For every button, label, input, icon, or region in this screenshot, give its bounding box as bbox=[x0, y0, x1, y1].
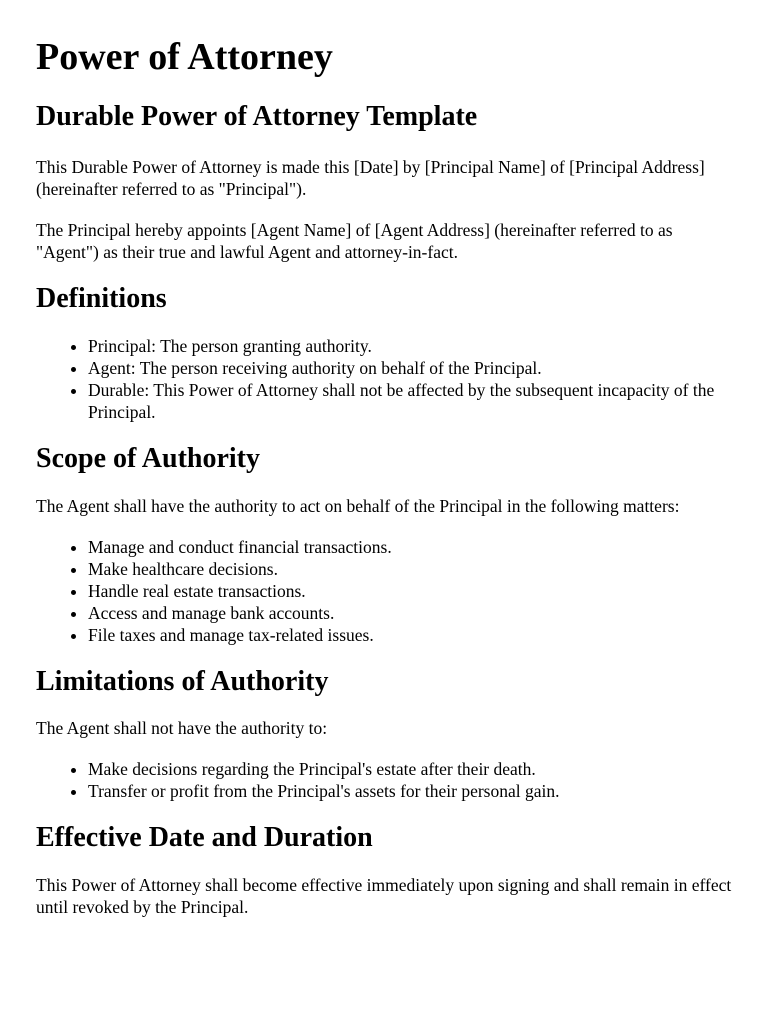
template-heading: Durable Power of Attorney Template bbox=[36, 101, 478, 132]
limitations-heading: Limitations of Authority bbox=[36, 666, 329, 697]
definitions-list bbox=[36, 335, 736, 423]
list-item: • File taxes and manage tax-related issues. bbox=[88, 624, 736, 646]
list-item: • Access and manage bank accounts. bbox=[88, 602, 736, 624]
list-item: • Principal: The person granting authority. bbox=[88, 335, 736, 357]
document-title: Power of Attorney bbox=[36, 36, 333, 78]
limitations-list bbox=[36, 758, 736, 802]
list-item: • Durable: This Power of Attorney shall not be affected by the subsequent incapacity of the Principal. bbox=[88, 379, 736, 423]
appointment-paragraph: The Principal hereby appoints [Agent Name] of [Agent Address] (hereinafter referred to as "Agent") as their true and lawful Agent and attorney-in-fact. bbox=[36, 220, 673, 262]
intro-paragraph: This Durable Power of Attorney is made this [Date] by [Principal Name] of [Principal Address] (hereinafter referred to as "Principal"). bbox=[36, 157, 705, 199]
list-item: • Handle real estate transactions. bbox=[88, 580, 736, 602]
effective-date-heading: Effective Date and Duration bbox=[36, 822, 373, 853]
effective-date-paragraph: This Power of Attorney shall become effective immediately upon signing and shall remain in effect until revoked by the Principal. bbox=[36, 875, 732, 917]
list-item: • Make healthcare decisions. bbox=[88, 558, 736, 580]
list-item: • Transfer or profit from the Principal's assets for their personal gain. bbox=[88, 780, 736, 802]
scope-heading: Scope of Authority bbox=[36, 443, 260, 474]
list-item: • Manage and conduct financial transactions. bbox=[88, 536, 736, 558]
limitations-paragraph: The Agent shall not have the authority to: bbox=[36, 718, 328, 738]
definitions-heading: Definitions bbox=[36, 283, 167, 314]
document-page bbox=[36, 0, 736, 918]
list-item: • Agent: The person receiving authority on behalf of the Principal. bbox=[88, 357, 736, 379]
list-item: • Make decisions regarding the Principal's estate after their death. bbox=[88, 758, 736, 780]
scope-list bbox=[36, 536, 736, 646]
scope-paragraph: The Agent shall have the authority to act on behalf of the Principal in the following matters: bbox=[36, 496, 680, 516]
